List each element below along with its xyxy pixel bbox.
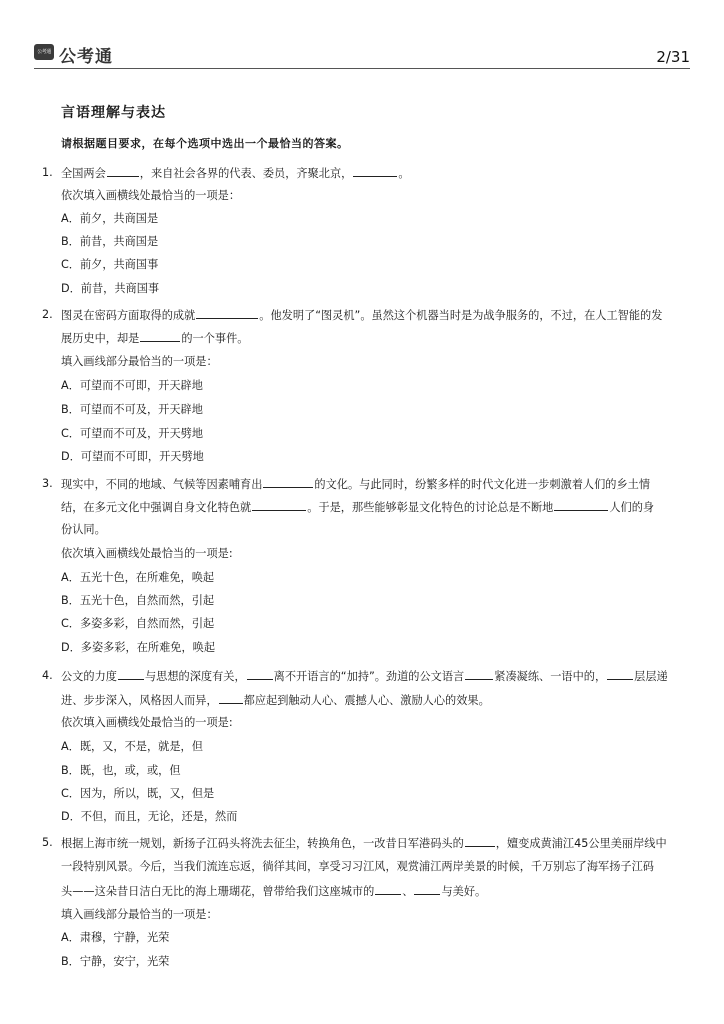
page-number: 2/31 [656,48,690,66]
question-2-option-a: A．可望而不可即，开天辟地 [61,379,203,392]
brand-name: 公考通 [59,47,113,67]
fill-blank [465,669,493,680]
question-1-option-b: B．前昔，共商国是 [61,235,159,248]
question-3-stem-line-2: 结，在多元文化中强调自身文化特色就 。于是，那些能够彰显文化特色的讨论总是不断地 人们的身 [61,501,655,514]
question-2-option-c: C．可望而不可及，开天劈地 [61,427,204,440]
question-3-option-d: D．多姿多彩，在所难免，唤起 [61,641,216,654]
question-5-prompt: 填入画线部分最恰当的一项是： [61,908,218,921]
question-1-number: 1. [42,166,53,179]
question-4-option-a: A．既，又，不是，就是，但 [61,740,203,753]
fill-blank [196,308,258,319]
fill-blank [107,166,139,177]
question-2-option-d: D．可望而不可即，开天劈地 [61,450,204,463]
question-3-option-a: A．五光十色，在所难免，唤起 [61,571,215,584]
question-4-prompt: 依次填入画横线处最恰当的一项是: [61,716,233,729]
question-4-option-d: D．不但，而且，无论，还是，然而 [61,810,238,823]
fill-blank [219,693,243,704]
fill-blank [607,669,633,680]
fill-blank [140,331,180,342]
header-divider [34,68,690,69]
fill-blank [414,884,440,895]
fill-blank [118,669,144,680]
question-4-number: 4. [42,669,53,682]
question-3-option-c: C．多姿多彩，自然而然，引起 [61,617,215,630]
question-5-option-b: B．宁静，安宁，光荣 [61,955,170,968]
question-5-stem-line-3: 头——这朵昔日洁白无比的海上珊瑚花，曾带给我们这座城市的 、 与美好。 [61,885,487,898]
question-3-option-b: B．五光十色，自然而然，引起 [61,594,215,607]
question-1-option-c: C．前夕，共商国事 [61,258,159,271]
brand-logo-icon: 公考通 [34,44,54,60]
question-5-stem-line-1: 根据上海市统一规划，新扬子江码头将洗去征尘，转换角色，一改昔日军港码头的 ，嬗变成黄浦江45公里美丽岸线中 [61,837,667,850]
question-4-option-b: B．既，也，或，或，但 [61,764,181,777]
fill-blank [375,884,401,895]
fill-blank [252,500,306,511]
question-3-stem-line-3: 份认同。 [61,523,106,536]
question-4-stem-line-2: 进、步步深入，风格因人而异， 都应起到触动人心、震撼人心、激励人心的效果。 [61,694,490,707]
question-3-stem-line-1: 现实中，不同的地域、气候等因素哺育出 的文化。与此同时，纷繁多样的时代文化进一步刺激着人们的乡土情 [61,478,651,491]
question-3-prompt: 依次填入画横线处最恰当的一项是: [61,547,233,560]
question-4-option-c: C．因为，所以，既，又，但是 [61,787,215,800]
question-4-stem-line-1: 公文的力度 与思想的深度有关， 离不开语言的“加持”。劲道的公文语言 紧凑凝练、一语中的， 层层递 [61,670,668,683]
question-5-stem-line-2: 一段特别风景。今后，当我们流连忘返，徜徉其间，享受习习江风，观赏浦江两岸美景的时候，千万别忘了海军扬子江码 [61,860,654,873]
fill-blank [353,166,397,177]
question-1-option-a: A．前夕，共商国是 [61,212,159,225]
fill-blank [247,669,273,680]
question-5-number: 5. [42,836,53,849]
question-5-option-a: A．肃穆，宁静，光荣 [61,931,170,944]
fill-blank [465,836,495,847]
fill-blank [263,477,313,488]
question-3-number: 3. [42,477,53,490]
question-2-prompt: 填入画线部分最恰当的一项是： [61,355,218,368]
question-2-number: 2. [42,308,53,321]
question-1-prompt: 依次填入画横线处最恰当的一项是： [61,189,241,202]
page-header [34,42,690,70]
question-2-stem-line-2: 展历史中，却是 的一个事件。 [61,332,249,345]
question-2-option-b: B．可望而不可及，开天辟地 [61,403,203,416]
fill-blank [554,500,608,511]
question-1-stem: 全国两会 ，来自社会各界的代表、委员，齐聚北京， 。 [61,167,410,180]
section-title: 言语理解与表达 [61,105,166,121]
question-1-option-d: D．前昔，共商国事 [61,282,160,295]
question-2-stem-line-1: 图灵在密码方面取得的成就 。他发明了“图灵机”。虽然这个机器当时是为战争服务的，不过，在人工智能的发 [61,309,663,322]
instruction-text: 请根据题目要求，在每个选项中选出一个最恰当的答案。 [61,137,349,150]
